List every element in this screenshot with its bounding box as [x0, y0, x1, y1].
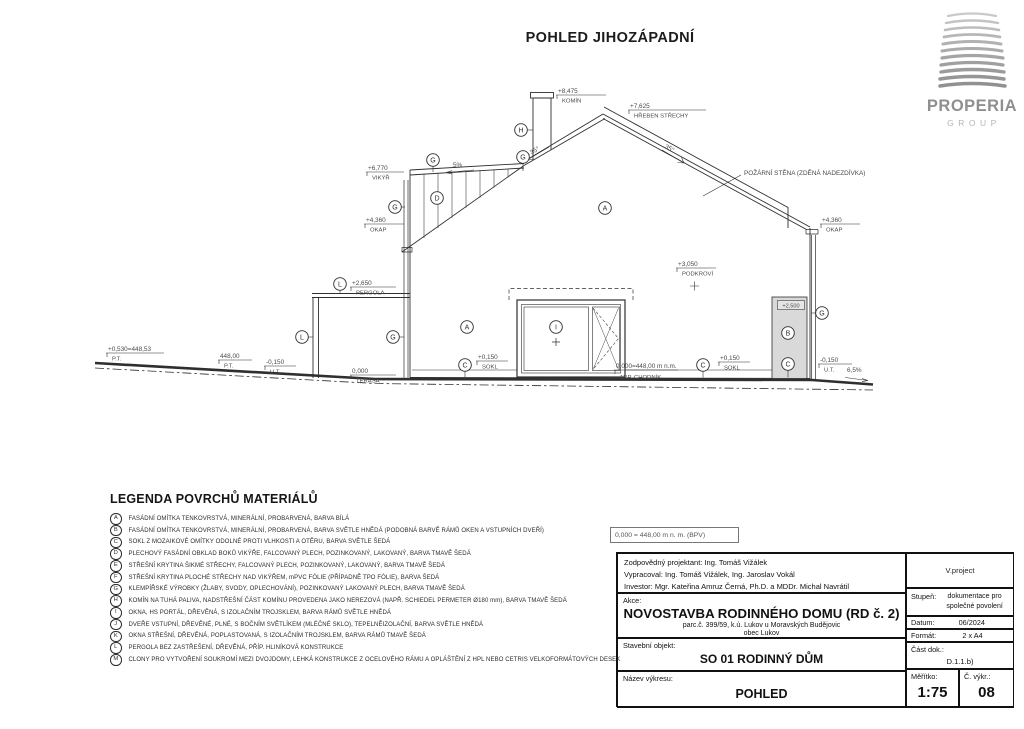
svg-text:KOMÍN: KOMÍN [562, 98, 582, 105]
legend-item-G [110, 584, 590, 596]
svg-text:1NP, CHODNÍK: 1NP, CHODNÍK [620, 375, 662, 381]
svg-text:G: G [520, 154, 526, 162]
svg-text:+4,360: +4,360 [366, 217, 386, 224]
level-vikyr [366, 165, 404, 182]
marker-A-gable [599, 202, 612, 215]
svg-text:0,000=448,00 m n.m.: 0,000=448,00 m n.m. [616, 363, 677, 370]
titleblock-people [617, 553, 906, 593]
legend-item-text: OKNA, HS PORTÁL, DŘEVĚNÁ, S IZOLAČNÍM TROJSKLEM, BARVA RÁMŮ SVĚTLE HNĚDÁ [128, 609, 391, 616]
marker-I [550, 321, 563, 346]
drawing-number-label: Č. výkr.: [964, 672, 991, 681]
logo-name: PROPERIA [926, 97, 1018, 115]
svg-text:+7,625: +7,625 [630, 103, 650, 110]
svg-text:0,000: 0,000 [352, 368, 368, 375]
legend-item-M [110, 654, 621, 666]
svg-text:L: L [338, 281, 342, 289]
legend-item-E [110, 560, 590, 572]
legend-item-D [110, 548, 590, 560]
legend-item-J [110, 619, 590, 631]
svg-text:POŽÁRNÍ STĚNA (ZDĚNÁ NADEZDÍVK: POŽÁRNÍ STĚNA (ZDĚNÁ NADEZDÍVKA) [744, 170, 866, 177]
legend-key-badge: C [110, 537, 122, 549]
page-title: POHLED JIHOZÁPADNÍ [525, 30, 695, 46]
legend-item-text: KOMÍN NA TUHÁ PALIVA, NADSTŘEŠNÍ ČÁST KOMÍNU PROVEDENA JAKO NEREZOVÁ (NAPŘ. SCHIEDEL PERMETER Ø180 mm), BARVA TMAVĚ ŠEDÁ [128, 598, 567, 605]
svg-text:448,00: 448,00 [220, 353, 240, 360]
svg-text:SOKL: SOKL [482, 364, 498, 371]
titleblock-building-object [617, 638, 906, 671]
doc-part-value: D.1.1.b) [946, 657, 974, 666]
legend-item-H [110, 595, 590, 607]
date-label: Datum: [911, 618, 935, 627]
svg-text:G: G [819, 310, 825, 318]
ground-slope-label: 6,5% [847, 367, 862, 374]
responsible-designer: Zodpovědný projektant: Ing. Tomáš Vižálek [624, 558, 768, 567]
marker-L-post [296, 331, 313, 344]
logo-subtitle: GROUP [947, 118, 1001, 128]
svg-text:+0,150: +0,150 [478, 354, 498, 361]
marker-L-beam [334, 278, 347, 294]
legend-key-badge: L [110, 642, 122, 654]
legend-item-C [110, 537, 590, 549]
marker-G-wall-upper [389, 201, 405, 214]
svg-text:-0,150: -0,150 [266, 359, 285, 366]
level-pergola [350, 280, 396, 297]
level-hreben [628, 103, 706, 120]
doc-part-label: Část dok.: [911, 645, 944, 654]
svg-text:+2,650: +2,650 [352, 280, 372, 287]
svg-text:+4,360: +4,360 [822, 217, 842, 224]
drawing-name-label: Název výkresu: [623, 674, 673, 683]
svg-text:TERASA: TERASA [356, 378, 380, 385]
dormer-slope-label: 5% [453, 162, 463, 169]
svg-text:A: A [602, 205, 608, 213]
datum-note-box [610, 527, 739, 543]
legend-item-text: STŘEŠNÍ KRYTINA ŠIKMÉ STŘECHY, FALCOVANÝ PLECH, POZINKOVANÝ, LAKOVANÝ, BARVA TMAVĚ ŠEDÁ [128, 562, 445, 569]
legend-item-F [110, 572, 590, 584]
building-object-label: Stavební objekt: [623, 641, 676, 650]
marker-A-wall [461, 321, 474, 334]
datum-note-text: 0,000 = 448,00 m n. m. (BPV) [615, 531, 706, 539]
svg-text:C: C [700, 362, 706, 370]
svg-text:PERGOLA: PERGOLA [356, 290, 385, 297]
svg-text:G: G [390, 334, 396, 342]
svg-text:B: B [785, 330, 791, 338]
titleblock-drawing-number [959, 669, 1014, 708]
svg-text:-0,150: -0,150 [820, 357, 839, 364]
titleblock-scale [906, 669, 959, 708]
level-pt-mid [218, 353, 252, 370]
titleblock-drawing-name [617, 671, 906, 708]
project-municipality: obec Lukov [743, 630, 780, 637]
svg-text:C: C [462, 362, 468, 370]
legend-item-L [110, 642, 590, 654]
titleblock-date [906, 616, 1014, 629]
legend-key-badge: I [110, 607, 122, 619]
legend-item-text: CLONY PRO VYTVOŘENÍ SOUKROMÍ MEZI DVOJDOMY, LEHKÁ KONSTRUKCE Z OCELOVÉHO RÁMU A OPLÁŠTĚNÍ Z HPL NEBO CETRIS VELKOFORMÁTOVÝCH DESEK [128, 656, 621, 663]
titleblock-brand: V.project [906, 553, 1014, 588]
building-object-value: SO 01 RODINNÝ DŮM [699, 652, 824, 666]
legend-item-A [110, 513, 590, 525]
boxed-level-label: +2,500 [782, 303, 800, 310]
marker-G-right [812, 307, 829, 320]
svg-text:SOKL: SOKL [724, 365, 740, 372]
svg-text:+3,050: +3,050 [678, 261, 698, 268]
format-value: 2 x A4 [962, 631, 983, 640]
marker-C-left [459, 359, 472, 377]
legend-key-badge: E [110, 560, 122, 572]
legend-item-K [110, 631, 590, 643]
akce-label: Akce: [623, 596, 642, 605]
level-podkrovi [676, 261, 716, 291]
marker-H [515, 124, 533, 137]
drawing-number-value: 08 [978, 684, 995, 701]
svg-text:G: G [430, 157, 436, 165]
investor: Investor: Mgr. Kateřina Amruz Černá, Ph.D. a MDDr. Michal Navrátil [624, 582, 850, 591]
legend-key-badge: K [110, 631, 122, 643]
svg-text:U.T.: U.T. [824, 367, 835, 374]
scale-value: 1:75 [917, 684, 948, 701]
legend-key-badge: H [110, 595, 122, 607]
svg-text:+8,475: +8,475 [558, 88, 578, 95]
svg-text:D: D [434, 195, 440, 203]
svg-text:A: A [464, 324, 470, 332]
legend-item-text: OKNA STŘEŠNÍ, DŘEVĚNÁ, POPLASTOVANÁ, S IZOLAČNÍM TROJSKLEM, BARVA RÁMŮ TMAVĚ ŠEDÁ [128, 633, 426, 640]
drafted-by: Vypracoval: Ing. Tomáš Vižálek, Ing. Jaroslav Vokál [624, 570, 795, 579]
legend-item-text: FASÁDNÍ OMÍTKA TENKOVRSTVÁ, MINERÁLNÍ, PROBARVENÁ, BARVA BÍLÁ [128, 515, 350, 522]
titleblock-format [906, 629, 1014, 642]
svg-text:I: I [555, 324, 557, 332]
svg-text:+0,530=448,53: +0,530=448,53 [108, 346, 152, 353]
stage-label: Stupeň: [911, 592, 937, 601]
svg-text:G: G [392, 204, 398, 212]
level-sokl-left [476, 354, 508, 371]
svg-text:HŘEBEN STŘECHY: HŘEBEN STŘECHY [634, 113, 689, 120]
level-sokl-right [718, 355, 750, 372]
svg-text:H: H [518, 127, 524, 135]
legend-item-text: KLEMPÍŘSKÉ VÝROBKY (ŽLABY, SVODY, OPLECHOVÁNÍ), POZINKOVANÝ LAKOVANÝ PLECH, BARVA TMAVĚ ŠEDÁ [128, 586, 465, 593]
svg-text:+0,150: +0,150 [720, 355, 740, 362]
project-parcel: parc.č. 399/59, k.ú. Lukov u Moravských Budějovic [682, 622, 841, 629]
slope-right-label: 35° [663, 143, 676, 155]
svg-text:C: C [785, 361, 791, 369]
svg-text:VIKÝŘ: VIKÝŘ [372, 175, 390, 182]
legend-title: LEGENDA POVRCHŮ MATERIÁLŮ [110, 492, 318, 506]
format-label: Formát: [911, 631, 937, 640]
level-terasa [350, 368, 396, 385]
legend-key-badge: D [110, 548, 122, 560]
legend-item-text: PERGOLA BEZ ZASTŘEŠENÍ, DŘEVĚNÁ, PŘÍP. HLINÍKOVÁ KONSTRUKCE [128, 645, 344, 652]
legend-item-text: PLECHOVÝ FASÁDNÍ OBKLAD BOKŮ VIKÝŘE, FALCOVANÝ PLECH, POZINKOVANÝ, LAKOVANÝ, BARVA TMAVĚ ŠEDÁ [128, 551, 471, 558]
legend-item-text: STŘEŠNÍ KRYTINA PLOCHÉ STŘECHY NAD VIKÝŘEM, mPVC FÓLIE (PŘÍPADNĚ TPO FÓLIE), BARVA ŠEDÁ [128, 574, 440, 581]
marker-C-mid [697, 359, 710, 378]
title-block [616, 552, 1014, 707]
svg-text:PODKROVÍ: PODKROVÍ [682, 271, 714, 278]
legend-item-text: DVEŘE VSTUPNÍ, DŘEVĚNÉ, PLNÉ, S BOČNÍM SVĚTLÍKEM (MLÉČNÉ SKLO), TEPELNĚIZOLAČNÍ, BARVA SVĚTLE HNĚDÁ [128, 621, 484, 628]
svg-text:P.T.: P.T. [224, 363, 234, 370]
legend-key-badge: G [110, 584, 122, 596]
legend-key-badge: A [110, 513, 122, 525]
project-title: NOVOSTAVBA RODINNÉHO DOMU (RD č. 2) [623, 606, 900, 621]
scale-label: Měřítko: [911, 672, 938, 681]
marker-G-wall-lower [387, 331, 404, 344]
legend-item-text: SOKL Z MOZAIKOVÉ OMÍTKY ODOLNÉ PROTI VLHKOSTI A OTĚRU, BARVA SVĚTLE ŠEDÁ [128, 539, 391, 546]
marker-D [431, 192, 444, 205]
level-komin [556, 88, 606, 105]
legend-key-badge: M [110, 654, 122, 666]
legend-key-badge: F [110, 572, 122, 584]
material-markers [296, 124, 829, 378]
stage-value: dokumentace pro společné povolení [946, 593, 1003, 611]
legend-key-badge: J [110, 619, 122, 631]
level-pt-left [106, 346, 164, 363]
svg-text:P.T.: P.T. [112, 356, 122, 363]
hs-portal-window [509, 289, 633, 378]
titleblock-doc-part [906, 642, 1014, 669]
svg-text:U.T.: U.T. [270, 369, 281, 376]
svg-text:+6,770: +6,770 [368, 165, 388, 172]
date-value: 06/2024 [958, 618, 985, 627]
legend-item-text: FASÁDNÍ OMÍTKA TENKOVRSTVÁ, MINERÁLNÍ, PROBARVENÁ, BARVA SVĚTLE HNĚDÁ (PODOBNÁ BARVĚ RÁMŮ OKEN A VSTUPNÍCH DVEŘÍ) [128, 527, 545, 534]
level-okap-right [820, 217, 860, 234]
drawing-name-value: POHLED [735, 687, 788, 701]
titleblock-stage [906, 588, 1014, 616]
legend-item-B [110, 525, 590, 537]
svg-text:OKAP: OKAP [826, 227, 843, 234]
svg-text:L: L [300, 334, 304, 342]
slope-left-label: 35° [528, 145, 541, 157]
legend-key-badge: B [110, 525, 122, 537]
materials-legend [110, 492, 621, 666]
marker-B [782, 327, 795, 340]
svg-text:OKAP: OKAP [370, 227, 387, 234]
level-marks [106, 88, 860, 385]
titleblock-project [617, 593, 906, 638]
legend-item-I [110, 607, 590, 619]
elevation-linework [402, 107, 818, 380]
level-okap-left [364, 217, 404, 234]
